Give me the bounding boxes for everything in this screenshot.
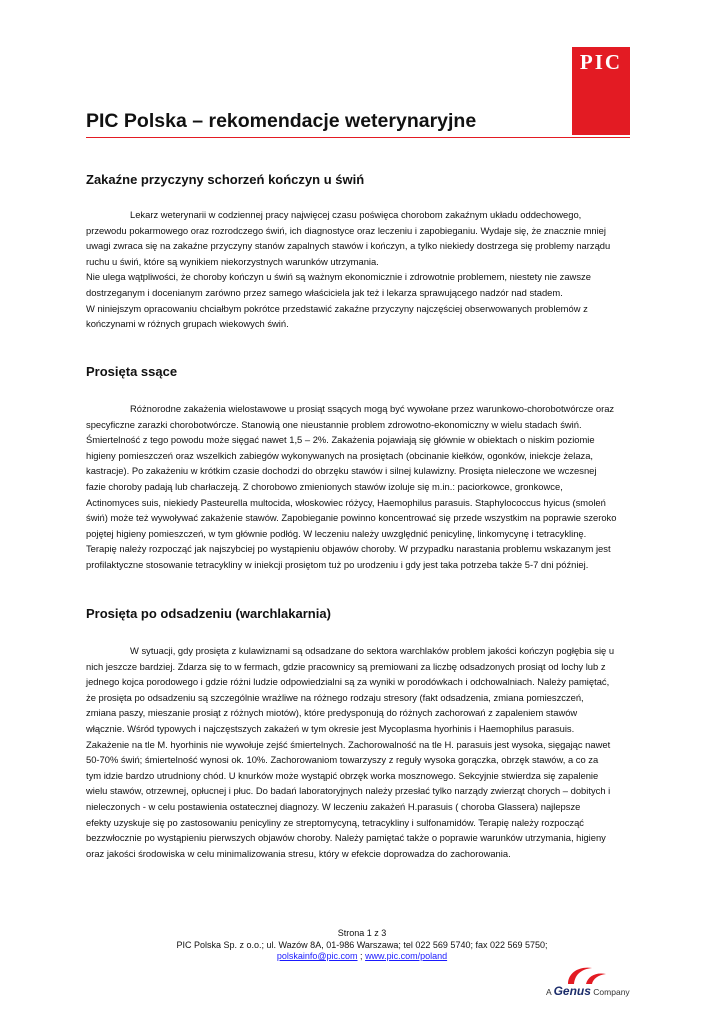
section-heading-infectious-causes: Zakaźne przyczyny schorzeń kończyn u świń xyxy=(86,172,365,187)
paragraph-line: Śmiertelność z tego powodu może sięgać nawet 1,5 – 2%. Zakażenia pojawiają się głównie w obiektach o niskim poziomie xyxy=(86,434,595,446)
paragraph-line: profilaktyczne stosowanie tetracykliny w iniekcji prosiętom tuż po urodzeniu i gdy jest taka potrzeba także 5-7 dni później. xyxy=(86,558,589,570)
paragraph-line: Actinomyces suis, niekiedy Pasteurella multocida, włoskowiec różycy, Haemophilus parasuis. Staphylococcus hyicus (smoleń xyxy=(86,496,606,508)
paragraph-line: efekty uzyskuje się po zastosowaniu penicyliny ze streptomycyną, tetracykliny i sulfonamidów. Terapię należy rozpocząć xyxy=(86,816,584,828)
section-body-suckling-piglets xyxy=(86,401,636,573)
paragraph-line: Zakażenie na tle M. hyorhinis nie wywołuje zejść śmiertelnych. Zachorowalność na tle H. parasuis jest wysoka, sięgając nawet xyxy=(86,738,611,750)
pic-logo-text: PIC xyxy=(579,50,623,74)
paragraph-line: Terapię należy rozpocząć jak najszybciej po wystąpieniu objawów choroby. W przypadku narastania problemu wskazanym jest xyxy=(86,543,611,555)
paragraph-line: Nie ulega wątpliwości, że choroby kończyn u świń są ważnym ekonomicznie i zdrowotnie problemem, niestety nie zawsze xyxy=(86,271,591,283)
paragraph-line: włącznie. Wśród typowych i najczęstszych zakażeń w tym okresie jest Mycoplasma hyorhinis i Haemophilus parasuis. xyxy=(86,722,575,734)
paragraph-line: świń) może też wywoływać zakażenie stawów. Zapobieganie powinno koncentrować się przede wszystkim na poprawie szeroko xyxy=(86,512,617,524)
genus-prefix: A xyxy=(546,987,552,997)
section-heading-suckling-piglets: Prosięta ssące xyxy=(86,364,178,379)
paragraph-line: W niniejszym opracowaniu chciałbym pokrótce przedstawić zakaźne przyczyny najczęściej obserwowanych problemów z xyxy=(86,302,588,314)
paragraph-line: tym idzie bardzo utrudniony chód. U knurków może wystąpić obrzęk worka mosznowego. Sekcyjnie stwierdza się zapalenie xyxy=(86,769,599,781)
section-body-intro xyxy=(86,207,636,332)
title-divider xyxy=(86,137,630,138)
paragraph-line: uwagi zwraca się na zakaźne przyczyny stanów zapalnych stawów i kończyn, a tylko niekiedy dostrzega się problemy narządu xyxy=(86,240,611,252)
paragraph-line: dostrzeganym i docenianym zarówno przez samego właściciela jak też i lekarza sprawującego nadzór nad stadem. xyxy=(86,286,563,298)
pic-logo xyxy=(572,47,630,135)
genus-swoosh-icon xyxy=(562,964,612,986)
genus-tagline xyxy=(546,984,630,998)
paragraph-line: Różnorodne zakażenia wielostawowe u prosiąt ssących mogą być wywołane przez warunkowo-chorobotwórcze oraz xyxy=(130,403,615,414)
page-title: PIC Polska – rekomendacje weterynaryjne xyxy=(86,110,477,132)
paragraph-line: wielu stawów, otrzewnej, opłucnej i płuc. Do badań laboratoryjnych należy przesłać tylko narządy zwierząt chorych – dobitych i xyxy=(86,785,611,797)
paragraph-line: że prosięta po odsadzeniu są szczególnie wrażliwe na różnego rodzaju stresory (fakt odsadzenia, zmiana pomieszczeń, xyxy=(86,691,584,703)
footer-links xyxy=(0,951,724,963)
page-footer xyxy=(0,928,724,963)
paragraph-line: Lekarz weterynarii w codziennej pracy najwięcej czasu poświęca chorobom zakaźnym układu oddechowego, xyxy=(130,209,582,220)
paragraph-line: kastracje). Po zakażeniu w krótkim czasie dochodzi do obrzęku stawów i silnej kulawizny. Prosięta nieleczone we wczesnej xyxy=(86,465,597,477)
paragraph-line: ruchu u świń, które są wynikiem niekorzystnych warunków utrzymania. xyxy=(86,255,379,267)
paragraph-line: bezzwłocznie po wystąpieniu pierwszych objawów choroby. Należy pamiętać także o poprawie warunków utrzymania, higieny xyxy=(86,832,606,844)
paragraph-line: specyficzne zarazki chorobotwórcze. Stanowią one nieustannie problem zdrowotno-ekonomiczny w wielu stadach świń. xyxy=(86,418,582,430)
paragraph-line: W sytuacji, gdy prosięta z kulawiznami są odsadzane do sektora warchlaków problem jakości kończyn pogłębia się u xyxy=(130,645,615,656)
genus-suffix: Company xyxy=(593,987,630,997)
paragraph-line: przewodu pokarmowego oraz rozrodczego świń, ich diagnostyce oraz leczeniu i zapobieganiu. Wydaje się, że znacznie mniej xyxy=(86,224,606,236)
paragraph-line: jednego kojca porodowego i gdzie różni ludzie odpowiedzialni są za wyniki w porodówkach i odchowalniach. Należy pamiętać, xyxy=(86,676,610,688)
paragraph-line: 50-70% świń; śmiertelność wynosi ok. 10%. Zachorowaniom towarzyszy z reguły wysoka gorączka, obrzęk stawów, a co za xyxy=(86,754,599,766)
section-heading-weaned-piglets: Prosięta po odsadzeniu (warchlakarnia) xyxy=(86,606,331,621)
website-link[interactable]: www.pic.com/poland xyxy=(365,951,448,961)
paragraph-line: fazie choroby padają lub charłaczeją. Z chorobowo zmienionych stawów izoluje się m.in.: paciorkowce, gronkowce, xyxy=(86,480,563,492)
company-address: PIC Polska Sp. z o.o.; ul. Wazów 8A, 01-986 Warszawa; tel 022 569 5740; fax 022 569 5750; xyxy=(176,939,548,950)
paragraph-line: zmiana paszy, mieszanie prosiąt z różnych miotów), które predysponują do różnych zachorowań z zapaleniem stawów xyxy=(86,707,578,719)
link-separator: ; xyxy=(357,951,366,961)
genus-company-logo xyxy=(546,964,646,998)
paragraph-line: nich jeszcze bardziej. Zdarza się to w fermach, gdzie pracownicy są premiowani za liczbę odsadzonych prosiąt od lochy lub z xyxy=(86,660,606,672)
paragraph-line: higieny pomieszczeń oraz wszelkich zabiegów wykonywanych na prosiętach (obcinanie kiełków, ogonków, iniekcje żelaza, xyxy=(86,449,594,461)
email-link[interactable]: polskainfo@pic.com xyxy=(276,951,358,961)
paragraph-line: kończynami w różnych grupach wiekowych świń. xyxy=(86,318,289,330)
paragraph-line: pojętej higieny pomieszczeń, w tym głównie podłóg. W leczeniu należy uwzględnić penicylinę, linkomycynę i tetracyklinę. xyxy=(86,527,587,539)
page-number: Strona 1 z 3 xyxy=(337,928,387,938)
genus-name: Genus xyxy=(553,984,591,998)
paragraph-line: oraz jakości środowiska w celu minimalizowania stresu, który w efekcie doprowadza do zachorowania. xyxy=(86,847,511,859)
section-body-weaned-piglets xyxy=(86,643,636,861)
paragraph-line: nieleczonych - w celu postawienia ostatecznej diagnozy. W leczeniu zakażeń H.parasuis ( choroba Glassera) najlepsze xyxy=(86,800,581,812)
